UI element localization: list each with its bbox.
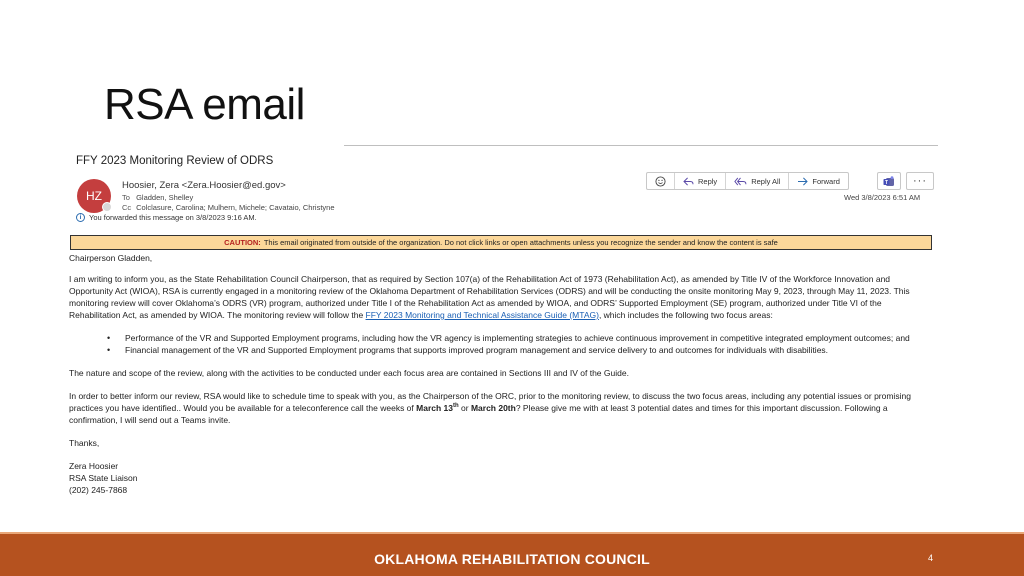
date-option-2: March 20th: [470, 403, 516, 413]
forward-info-text: You forwarded this message on 3/8/2023 9:16 AM.: [89, 213, 257, 222]
to-label: To: [122, 193, 130, 202]
signature-phone: (202) 245-7868: [69, 485, 128, 495]
signature: [69, 460, 935, 496]
signature-name: Zera Hoosier: [69, 461, 119, 471]
paragraph-intro-b: , which includes the following two focus areas:: [598, 310, 773, 320]
forward-icon: [797, 177, 808, 186]
email-body: [69, 252, 935, 496]
reply-all-label: Reply All: [751, 176, 781, 186]
forward-button[interactable]: [789, 173, 848, 189]
emoji-button[interactable]: [647, 173, 675, 189]
list-item: • Financial management of the VR and Supported Employment programs that supports improved program management and service delivery to and outcomes for individuals with disabilities.: [125, 344, 935, 356]
paragraph-request-b: ? Please give me with at least 3 potential dates and times for this important discussion. Following a confirmation, I will send out a Teams invite.: [69, 403, 888, 425]
received-date: Wed 3/8/2023 6:51 AM: [844, 193, 921, 202]
list-item: • Performance of the VR and Supported Employment programs, including how the VR agency is implementing strategies to achieve continuous improvement in competitive integrated employment outcomes; and: [125, 332, 935, 344]
title-divider: [344, 145, 938, 146]
reply-icon: [683, 177, 694, 186]
paragraph-request-or: or: [458, 403, 471, 413]
forward-label: Forward: [812, 176, 840, 186]
smiley-icon: [655, 176, 666, 187]
date-option-1-text: March 13: [416, 403, 453, 413]
cc-line: [122, 203, 335, 212]
reply-label: Reply: [698, 176, 718, 186]
paragraph-intro: [69, 273, 935, 321]
date-option-1-suffix: th: [453, 403, 459, 410]
date-option-1: [416, 403, 459, 413]
caution-text: This email originated from outside of the organization. Do not click links or open attachments unless you recognize the sender and know the content is safe: [263, 238, 778, 247]
sender[interactable]: Hoosier, Zera <Zera.Hoosier@ed.gov>: [122, 180, 286, 191]
page-number: 4: [928, 553, 934, 563]
mtag-link[interactable]: FFY 2023 Monitoring and Technical Assistance Guide (MTAG): [365, 310, 599, 320]
to-line: [122, 193, 193, 202]
forward-info: [76, 213, 257, 222]
to-recipients[interactable]: Gladden, Shelley: [136, 193, 194, 202]
greeting: Chairperson Gladden,: [69, 253, 153, 263]
more-icon: ···: [913, 175, 927, 187]
email-message: [66, 148, 942, 534]
paragraph-request-a: In order to better inform our review, RSA would like to schedule time to speak with you, as the Chairperson of the ORC, prior to the monitoring review, to discuss the two focus areas, including any potential issues or promising practices you have identified.. Would you be available for a teleconference call the weeks of: [69, 391, 911, 413]
footer-text: OKLAHOMA REHABILITATION COUNCIL: [374, 551, 650, 567]
closing: Thanks,: [69, 438, 100, 448]
more-options-button[interactable]: [906, 172, 934, 190]
info-icon: i: [76, 213, 85, 222]
presence-badge-icon: [102, 202, 112, 212]
paragraph-scope: The nature and scope of the review, along with the activities to be conducted under each focus area are contained in Sections III and IV of the Guide.: [69, 368, 629, 378]
signature-title: RSA State Liaison: [69, 473, 138, 483]
slide-title: RSA email: [104, 80, 305, 129]
cc-label: Cc: [122, 203, 132, 212]
paragraph-intro-a: I am writing to inform you, as the State Rehabilitation Council Chairperson, that as required by Section 107(a) of the Rehabilitation Act of 1973 (Rehabilitation Act), as amended by Title IV of the Workforce Innovation and Opportunity Act (WIOA), RSA is currently engaged in a monitoring review of the Oklahoma Department of Rehabilitation Services (ODRS) and will be conducting the onsite monitoring May 9, 2023, through May 11, 2023. This monitoring review will cover Oklahoma’s ODRS (VR) program, authorized under Title I of the Rehabilitation Act as amended by WIOA, and ODRS’ Supported Employment (SE) program, authorized under Title VI of the Rehabilitation Act, as amended by WIOA. The monitoring review will follow the: [69, 274, 910, 320]
email-subject: FFY 2023 Monitoring Review of ODRS: [76, 155, 274, 167]
message-actions: [646, 172, 849, 190]
reply-all-icon: [734, 177, 747, 186]
caution-banner: [70, 235, 932, 250]
cc-recipients[interactable]: Colclasure, Carolina; Mulhern, Michele; Cavataio, Christyne: [136, 203, 335, 212]
svg-text:T: T: [884, 179, 889, 186]
paragraph-request: [69, 390, 935, 426]
teams-button[interactable]: [877, 172, 901, 190]
avatar[interactable]: HZ: [77, 179, 111, 213]
focus-areas-list: [69, 332, 935, 356]
caution-label: CAUTION:: [224, 238, 261, 247]
reply-all-button[interactable]: [726, 173, 789, 189]
reply-button[interactable]: [675, 173, 726, 189]
teams-icon: [883, 176, 895, 187]
